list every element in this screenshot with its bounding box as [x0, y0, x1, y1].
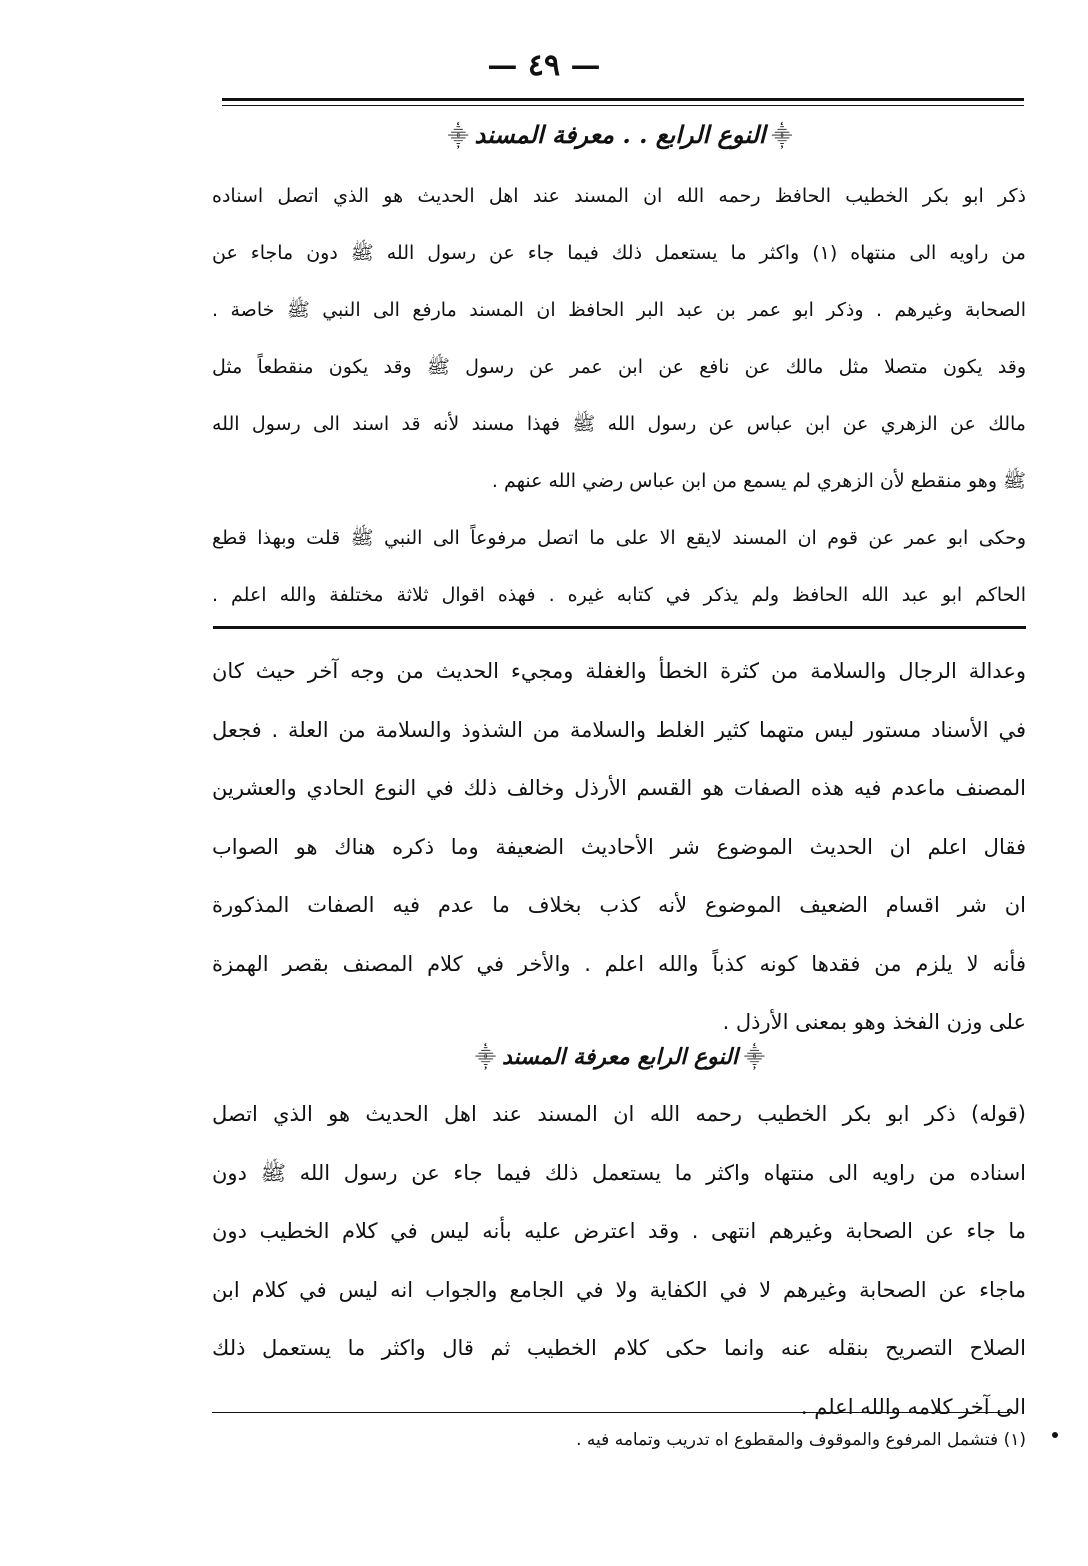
commentary-line: وعدالة الرجال والسلامة من كثرة الخطأ والغفلة ومجيء الحديث من وجه آخر حيث كان: [212, 659, 1026, 683]
ornament-left-icon: ⸎: [447, 124, 469, 148]
commentary-line: ما جاء عن الصحابة وغيرهم انتهى . وقد اعترض عليه بأنه ليس في كلام الخطيب دون: [212, 1219, 1026, 1243]
ornament-right-icon: ⸎: [771, 124, 793, 148]
main-text-line: وقد يكون متصلا مثل مالك عن نافع عن ابن عمر عن رسول ﷺ وقد يكون منقطعاً مثل: [212, 356, 1026, 378]
main-heading: [215, 120, 1025, 149]
main-heading-text: النوع الرابع . . معرفة المسند: [474, 120, 766, 149]
main-text-line: الحاكم ابو عبد الله الحافظ ولم يذكر في كتابه غيره . فهذه اقوال ثلاثة مختلفة والله اعلم .: [212, 584, 1026, 606]
commentary-bottom: [212, 1085, 1026, 1436]
commentary-line: ان شر اقسام الضعيف الموضوع لأنه كذب بخلاف ما عدم فيه الصفات المذكورة: [212, 893, 1026, 917]
commentary-top: [212, 642, 1026, 1052]
main-text-line: ﷺ وهو منقطع لأن الزهري لم يسمع من ابن عباس رضي الله عنهم .: [491, 470, 1026, 492]
ornament-right-icon: ⸎: [744, 1045, 765, 1069]
header-rule-bottom: [222, 105, 1024, 106]
commentary-line: اسناده من راويه الى منتهاه واكثر ما يستعمل ذلك فيما جاء عن رسول الله ﷺ دون: [212, 1160, 1026, 1185]
footnote-divider: [212, 1412, 1015, 1413]
commentary-line: فأنه لا يلزم من فقدها كونه كذباً والله اعلم . والأخر في كلام المصنف بقصر الهمزة: [212, 951, 1026, 976]
commentary-line: المصنف ماعدم فيه هذه الصفات هو القسم الأرذل وخالف ذلك في النوع الحادي والعشرين: [212, 776, 1026, 800]
commentary-line: الصلاح التصريح بنقله عنه وانما حكى كلام الخطيب ثم قال واكثر ما يستعمل ذلك: [212, 1336, 1026, 1360]
commentary-line: ماجاء عن الصحابة وغيرهم لا في الكفاية ولا في الجامع والجواب انه ليس في كلام ابن: [212, 1277, 1026, 1302]
commentary-line: الى آخر كلامه والله اعلم .: [800, 1394, 1026, 1419]
commentary-line: فقال اعلم ان الحديث الموضوع شر الأحاديث الضعيفة وما ذكره هناك هو الصواب: [212, 834, 1026, 859]
margin-mark: [1052, 1432, 1058, 1438]
commentary-heading-text: النوع الرابع معرفة المسند: [501, 1044, 739, 1070]
main-text-line: مالك عن الزهري عن ابن عباس عن رسول الله ﷺ فهذا مسند لأنه قد اسند الى رسول الله: [212, 413, 1026, 435]
main-text-line: من راويه الى منتهاه (١) واكثر ما يستعمل ذلك فيما جاء عن رسول الله ﷺ دون ماجاء عن: [212, 242, 1026, 264]
header-rule-top: [222, 98, 1024, 101]
commentary-heading: [215, 1043, 1025, 1070]
section-divider: [213, 626, 1026, 629]
main-text-line: وحكى ابو عمر عن قوم ان المسند لايقع الا على ما اتصل مرفوعاً الى النبي ﷺ قلت وبهذا قطع: [212, 527, 1026, 549]
commentary-line: (قوله) ذكر ابو بكر الخطيب رحمه الله ان المسند عند اهل الحديث هو الذي اتصل: [212, 1102, 1026, 1126]
main-text-line: الصحابة وغيرهم . وذكر ابو عمر بن عبد البر الحافظ ان المسند مارفع الى النبي ﷺ خاصة .: [212, 299, 1026, 321]
ornament-left-icon: ⸎: [475, 1045, 496, 1069]
page-number: — ٤٩ —: [487, 48, 601, 83]
main-text-line: ذكر ابو بكر الخطيب الحافظ رحمه الله ان المسند عند اهل الحديث هو الذي اتصل اسناده: [212, 185, 1026, 207]
footnote: (١) فتشمل المرفوع والموقوف والمقطوع اه تدريب وتمامه فيه .: [576, 1430, 1026, 1450]
commentary-line: على وزن الفخذ وهو بمعنى الأرذل .: [722, 1010, 1026, 1034]
main-text: [212, 168, 1026, 624]
commentary-line: في الأسناد مستور ليس متهما كثير الغلط والسلامة من الشذوذ والسلامة من العلة . فجعل: [212, 717, 1026, 742]
